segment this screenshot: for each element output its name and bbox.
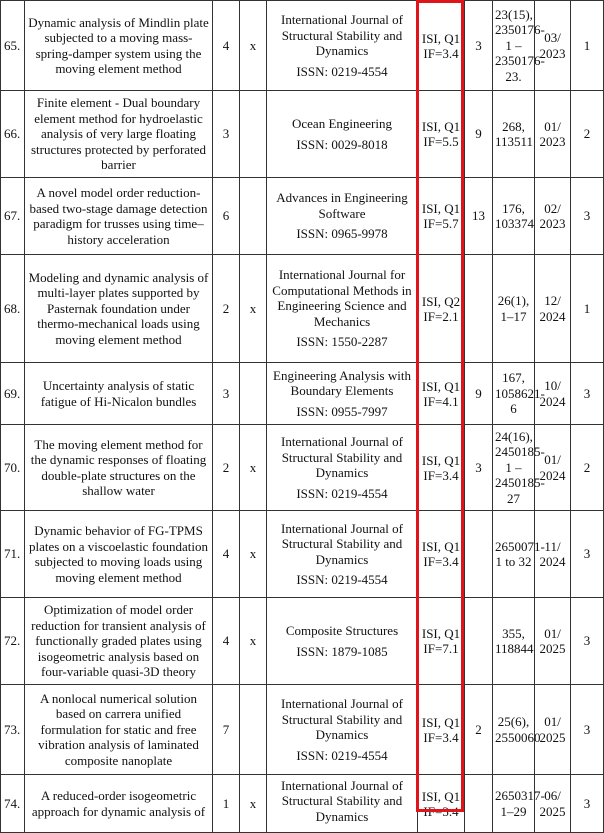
main-author-mark: x xyxy=(240,425,267,511)
volume-pages: 23(15), 2350176-1 – 2350176-23. xyxy=(493,1,535,91)
extra-count: 3 xyxy=(571,511,604,598)
journal-name: International Journal of Structural Stability and Dynamics xyxy=(280,12,403,58)
main-author-mark: x xyxy=(240,511,267,598)
author-count: 2 xyxy=(213,425,240,511)
journal-name: Engineering Analysis with Boundary Elements xyxy=(273,367,411,399)
journal-rank: ISI, Q1 IF=5.7 xyxy=(418,178,465,255)
journal-rank: ISI, Q1 IF=3.4 xyxy=(418,425,465,511)
main-author-mark: x xyxy=(240,255,267,363)
citation-count: 13 xyxy=(465,178,493,255)
author-count: 3 xyxy=(213,363,240,425)
row-number: 67. xyxy=(1,178,25,255)
row-number: 66. xyxy=(1,91,25,178)
table-row xyxy=(1,1,604,91)
paper-title: A reduced-order isogeometric approach for dynamic analysis of xyxy=(25,775,213,833)
row-number: 73. xyxy=(1,685,25,775)
volume-pages: 355, 118844 xyxy=(493,598,535,685)
extra-count: 2 xyxy=(571,91,604,178)
publication-date: 01/ 2025 xyxy=(535,685,571,775)
table-row xyxy=(1,255,604,363)
citation-count: 9 xyxy=(465,363,493,425)
row-number: 70. xyxy=(1,425,25,511)
author-count: 6 xyxy=(213,178,240,255)
author-count: 4 xyxy=(213,511,240,598)
extra-count: 1 xyxy=(571,255,604,363)
paper-title: Dynamic analysis of Mindlin plate subjected to a moving mass-spring-damper system using the moving element method xyxy=(25,1,213,91)
main-author-mark xyxy=(240,685,267,775)
table-row xyxy=(1,511,604,598)
journal-name: International Journal of Structural Stability and Dynamics xyxy=(280,696,403,742)
table-row xyxy=(1,775,604,833)
journal-cell xyxy=(267,178,418,255)
publication-date: 01/ 2025 xyxy=(535,598,571,685)
journal-cell xyxy=(267,1,418,91)
journal-rank: ISI, Q2 IF=2.1 xyxy=(418,255,465,363)
journal-name: Ocean Engineering xyxy=(292,116,392,131)
volume-pages: 25(6), 2550060 xyxy=(493,685,535,775)
author-count: 4 xyxy=(213,1,240,91)
journal-rank: ISI, Q1 IF=5.5 xyxy=(418,91,465,178)
publication-date: 03/ 2023 xyxy=(535,1,571,91)
author-count: 7 xyxy=(213,685,240,775)
journal-rank: ISI, Q1 IF=3.4 xyxy=(418,1,465,91)
journal-issn: ISSN: 0955-7997 xyxy=(296,403,388,419)
citation-count: 3 xyxy=(465,425,493,511)
publication-date: 10/ 2024 xyxy=(535,363,571,425)
row-number: 69. xyxy=(1,363,25,425)
volume-pages: 24(16), 2450185-1 – 2450185-27 xyxy=(493,425,535,511)
author-count: 3 xyxy=(213,91,240,178)
citation-count: 3 xyxy=(465,1,493,91)
row-number: 65. xyxy=(1,1,25,91)
journal-cell xyxy=(267,255,418,363)
volume-pages: 167, 1058621-6 xyxy=(493,363,535,425)
journal-issn: ISSN: 1879-1085 xyxy=(296,643,388,659)
row-number: 68. xyxy=(1,255,25,363)
journal-cell xyxy=(267,91,418,178)
paper-title: Finite element - Dual boundary element method for hydroelastic analysis of very large floating structures protected by perforated barrier xyxy=(25,91,213,178)
publication-date: 02/ 2023 xyxy=(535,178,571,255)
main-author-mark: x xyxy=(240,598,267,685)
publication-date: 01/ 2024 xyxy=(535,425,571,511)
extra-count: 3 xyxy=(571,178,604,255)
publication-date: 06/ 2025 xyxy=(535,775,571,833)
paper-title: Uncertainty analysis of static fatigue of Hi-Nicalon bundles xyxy=(25,363,213,425)
author-count: 1 xyxy=(213,775,240,833)
paper-title: A nonlocal numerical solution based on carrera unified formulation for static and free vibration analysis of laminated composite nanoplate xyxy=(25,685,213,775)
journal-rank: ISI, Q1 IF=4.1 xyxy=(418,363,465,425)
journal-issn: ISSN: 0219-4554 xyxy=(296,63,388,79)
extra-count: 2 xyxy=(571,425,604,511)
paper-title: A novel model order reduction-based two-stage damage detection paradigm for trusses using time–history acceleration xyxy=(25,178,213,255)
journal-issn: ISSN: 0965-9978 xyxy=(296,226,388,242)
table-row xyxy=(1,685,604,775)
journal-issn: ISSN: 0029-8018 xyxy=(296,136,388,152)
journal-name: Advances in Engineering Software xyxy=(276,190,408,221)
author-count: 4 xyxy=(213,598,240,685)
citation-count xyxy=(465,511,493,598)
journal-rank: ISI, Q1 IF=3.4 xyxy=(418,685,465,775)
journal-rank: ISI, Q1 IF=3.4 xyxy=(418,511,465,598)
citation-count: 9 xyxy=(465,91,493,178)
volume-pages: 26(1), 1–17 xyxy=(493,255,535,363)
volume-pages: 176, 103374 xyxy=(493,178,535,255)
journal-issn: ISSN: 1550-2287 xyxy=(296,334,388,350)
author-count: 2 xyxy=(213,255,240,363)
paper-title: Optimization of model order reduction for transient analysis of functionally graded plates using isogeometric analysis based on four-variable quasi-3D theory xyxy=(25,598,213,685)
paper-title: Modeling and dynamic analysis of multi-layer plates supported by Pasternak foundation under thermo-mechanical loads using moving element method xyxy=(25,255,213,363)
main-author-mark xyxy=(240,363,267,425)
table-body xyxy=(1,1,604,833)
table-row xyxy=(1,178,604,255)
extra-count: 3 xyxy=(571,598,604,685)
journal-name: International Journal for Computational Methods in Engineering Science and Mechanics xyxy=(272,267,412,329)
journal-issn: ISSN: 0219-4554 xyxy=(296,747,388,763)
row-number: 72. xyxy=(1,598,25,685)
citation-count xyxy=(465,255,493,363)
journal-issn: ISSN: 0219-4554 xyxy=(296,485,388,501)
main-author-mark xyxy=(240,91,267,178)
extra-count: 3 xyxy=(571,775,604,833)
row-number: 71. xyxy=(1,511,25,598)
volume-pages: 2650317-1–29 xyxy=(493,775,535,833)
journal-rank: ISI, Q1 IF=7.1 xyxy=(418,598,465,685)
publication-date: 12/ 2024 xyxy=(535,255,571,363)
journal-issn: ISSN: 0219-4554 xyxy=(296,572,388,587)
table-row xyxy=(1,363,604,425)
journal-cell xyxy=(267,775,418,833)
journal-name: Composite Structures xyxy=(285,623,399,638)
journal-name: International Journal of Structural Stability and Dynamics xyxy=(280,777,403,824)
volume-pages: 2650071-1 to 32 xyxy=(493,511,535,598)
table-row xyxy=(1,598,604,685)
citation-count xyxy=(465,775,493,833)
journal-cell xyxy=(267,511,418,598)
main-author-mark: x xyxy=(240,775,267,833)
extra-count: 3 xyxy=(571,685,604,775)
main-author-mark: x xyxy=(240,1,267,91)
main-author-mark xyxy=(240,178,267,255)
journal-cell xyxy=(267,598,418,685)
journal-name: International Journal of Structural Stability and Dynamics xyxy=(280,520,403,567)
paper-title: The moving element method for the dynamic responses of floating double-plate structures on the shallow water xyxy=(25,425,213,511)
paper-title: Dynamic behavior of FG-TPMS plates on a viscoelastic foundation subjected to moving loads using moving element method xyxy=(25,511,213,598)
citation-count: 2 xyxy=(465,685,493,775)
journal-rank: ISI, Q1 IF=3.4 xyxy=(418,775,465,833)
citation-count xyxy=(465,598,493,685)
publication-date: 01/ 2023 xyxy=(535,91,571,178)
journal-cell xyxy=(267,363,418,425)
publication-date: 11/ 2024 xyxy=(535,511,571,598)
extra-count: 1 xyxy=(571,1,604,91)
journal-name: International Journal of Structural Stability and Dynamics xyxy=(280,434,403,480)
journal-cell xyxy=(267,425,418,511)
row-number: 74. xyxy=(1,775,25,833)
table-row xyxy=(1,91,604,178)
table-row xyxy=(1,425,604,511)
journal-cell xyxy=(267,685,418,775)
extra-count: 3 xyxy=(571,363,604,425)
volume-pages: 268, 113511 xyxy=(493,91,535,178)
